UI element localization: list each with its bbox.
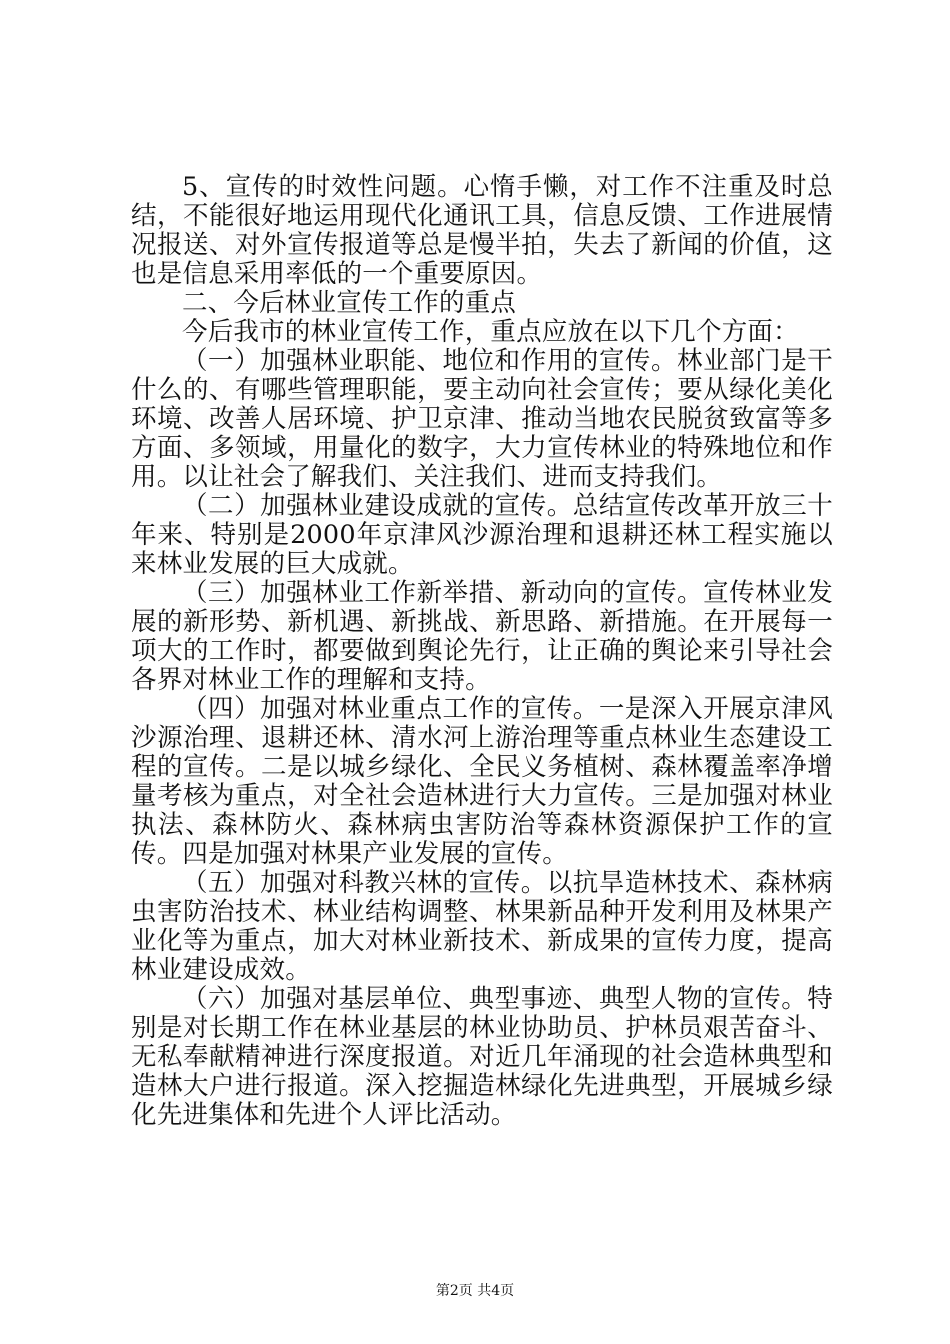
page-number-footer: 第2页 共4页: [435, 1283, 515, 1299]
section-heading-future-focus: 二、今后林业宣传工作的重点: [182, 288, 517, 318]
document-body: [131, 173, 833, 1130]
paragraph-item-5: （五）加强对科教兴林的宣传。以抗旱造林技术、森林病虫害防治技术、林业结构调整、林果新品种开发利用及林果产业化等为重点，加大对林业新技术、新成果的宣传力度，提高林业建设成效。: [131, 868, 833, 985]
paragraph-item-2: （二）加强林业建设成就的宣传。总结宣传改革开放三十年来、特别是2000年京津风沙源治理和退耕还林工程实施以来林业发展的巨大成就。: [131, 491, 833, 579]
paragraph-item-4: （四）加强对林业重点工作的宣传。一是深入开展京津风沙源治理、退耕还林、清水河上游治理等重点林业生态建设工程的宣传。二是以城乡绿化、全民义务植树、森林覆盖率净增量考核为重点，对全社会造林进行大力宣传。三是加强对林业执法、森林防火、森林病虫害防治等森林资源保护工作的宣传。四是加强对林果产业发展的宣传。: [131, 694, 833, 869]
paragraph-timeliness-issue: 5、宣传的时效性问题。心惰手懒，对工作不注重及时总结，不能很好地运用现代化通讯工具，信息反馈、工作进展情况报送、对外宣传报道等总是慢半拍，失去了新闻的价值，这也是信息采用率低的一个重要原因。: [131, 172, 833, 289]
paragraph-item-3: （三）加强林业工作新举措、新动向的宣传。宣传林业发展的新形势、新机遇、新挑战、新思路、新措施。在开展每一项大的工作时，都要做到舆论先行，让正确的舆论来引导社会各界对林业工作的理解和支持。: [131, 578, 833, 695]
paragraph-item-6: （六）加强对基层单位、典型事迹、典型人物的宣传。特别是对长期工作在林业基层的林业协助员、护林员艰苦奋斗、无私奉献精神进行深度报道。对近几年涌现的社会造林典型和造林大户进行报道。深入挖掘造林绿化先进典型，开展城乡绿化先进集体和先进个人评比活动。: [131, 984, 833, 1130]
paragraph-item-1: （一）加强林业职能、地位和作用的宣传。林业部门是干什么的、有哪些管理职能，要主动向社会宣传；要从绿化美化环境、改善人居环境、护卫京津、推动当地农民脱贫致富等多方面、多领域，用量化的数字，大力宣传林业的特殊地位和作用。以让社会了解我们、关注我们、进而支持我们。: [131, 346, 833, 492]
paragraph-intro-focus-areas: 今后我市的林业宣传工作，重点应放在以下几个方面：: [182, 317, 799, 347]
